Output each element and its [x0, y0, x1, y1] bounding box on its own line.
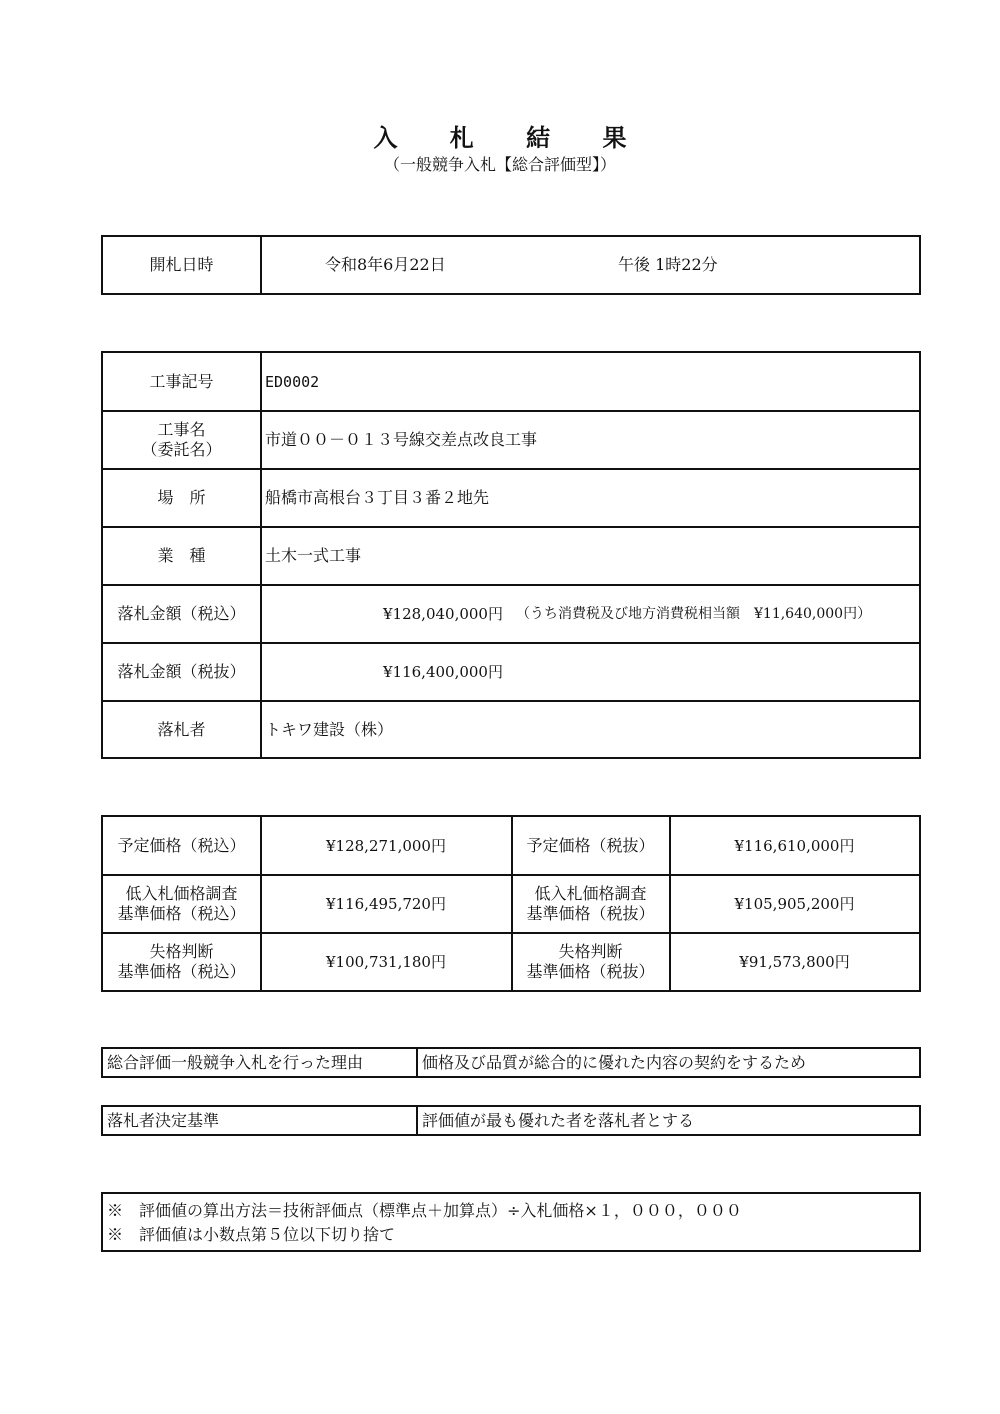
- disq-excl-label-line1: 失格判断: [558, 941, 623, 961]
- name-label-line1: 工事名: [157, 419, 206, 439]
- criteria-label: 落札者決定基準: [107, 1110, 220, 1130]
- reason-value: 価格及び品質が総合的に優れた内容の契約をするため: [422, 1052, 807, 1072]
- bid-incl-value: ¥128,040,000円: [383, 604, 503, 623]
- page-subtitle: （一般競争入札【総合評価型】）: [383, 155, 616, 174]
- disq-excl-label: [512, 933, 669, 990]
- disq-incl-value: ¥100,731,180円: [326, 952, 446, 971]
- planned-incl-value: ¥128,271,000円: [326, 836, 446, 855]
- bid-incl-label: 落札金額（税込）: [117, 603, 246, 623]
- bid-excl-value: ¥116,400,000円: [383, 662, 503, 681]
- name-value: 市道００－０１３号線交差点改良工事: [265, 429, 538, 449]
- low-incl-label-line2: 基準価格（税込）: [117, 903, 246, 923]
- code-value: ED0002: [265, 372, 320, 391]
- page-title: 入 札 結 果: [373, 123, 649, 152]
- note-line-2: ※ 評価値は小数点第５位以下切り捨て: [107, 1225, 396, 1244]
- place-row: [103, 469, 919, 526]
- winner-row: [103, 701, 919, 758]
- code-row: [103, 353, 919, 410]
- disqualify-row: [103, 933, 919, 990]
- disq-excl-value: ¥91,573,800円: [739, 952, 850, 971]
- disq-incl-label: [103, 933, 260, 990]
- winner-value: トキワ建設（株）: [265, 719, 394, 739]
- low-excl-label-line2: 基準価格（税抜）: [526, 903, 655, 923]
- low-excl-label-line1: 低入札価格調査: [534, 883, 647, 903]
- low-excl-value: ¥105,905,200円: [734, 894, 855, 913]
- reason-label: 総合評価一般競争入札を行った理由: [107, 1052, 364, 1072]
- type-row: [103, 527, 919, 584]
- opening-table: [101, 235, 921, 295]
- low-bid-row: [103, 875, 919, 932]
- opening-time: 午後 1時22分: [618, 255, 718, 274]
- type-label: 業 種: [157, 545, 206, 565]
- planned-excl-value: ¥116,610,000円: [734, 836, 855, 855]
- winner-label: 落札者: [157, 719, 206, 739]
- low-incl-label: [103, 875, 260, 932]
- bid-incl-row: [103, 585, 919, 642]
- name-label: [103, 411, 260, 468]
- name-label-line2: （委託名）: [141, 439, 222, 459]
- low-incl-label-line1: 低入札価格調査: [125, 883, 238, 903]
- opening-label: 開札日時: [149, 255, 214, 274]
- criteria-table: [101, 1105, 921, 1136]
- code-label: 工事記号: [149, 371, 214, 391]
- low-excl-label: [512, 875, 669, 932]
- planned-incl-label: 予定価格（税込）: [117, 835, 246, 855]
- type-value: 土木一式工事: [265, 545, 362, 565]
- bid-excl-label: 落札金額（税抜）: [117, 661, 246, 681]
- disq-excl-label-line2: 基準価格（税抜）: [526, 961, 655, 981]
- name-row: [103, 411, 919, 468]
- place-value: 船橋市高根台３丁目３番２地先: [265, 487, 490, 507]
- price-table: [101, 815, 921, 992]
- criteria-value: 評価値が最も優れた者を落札者とする: [422, 1110, 695, 1130]
- note-line-1: ※ 評価値の算出方法＝技術評価点（標準点＋加算点）÷入札価格×１，０００，０００: [107, 1201, 742, 1220]
- low-incl-value: ¥116,495,720円: [326, 894, 446, 913]
- notes-box: [101, 1192, 921, 1252]
- project-table: [101, 351, 921, 759]
- planned-excl-label: 予定価格（税抜）: [526, 835, 655, 855]
- reason-table: [101, 1047, 921, 1078]
- disq-incl-label-line1: 失格判断: [149, 941, 214, 961]
- opening-date: 令和8年6月22日: [325, 255, 446, 274]
- disq-incl-label-line2: 基準価格（税込）: [117, 961, 246, 981]
- planned-row: [103, 817, 919, 874]
- bid-excl-row: [103, 643, 919, 700]
- bid-incl-note: （うち消費税及び地方消費税相当額 ¥11,640,000円）: [516, 605, 872, 622]
- place-label: 場 所: [157, 487, 206, 507]
